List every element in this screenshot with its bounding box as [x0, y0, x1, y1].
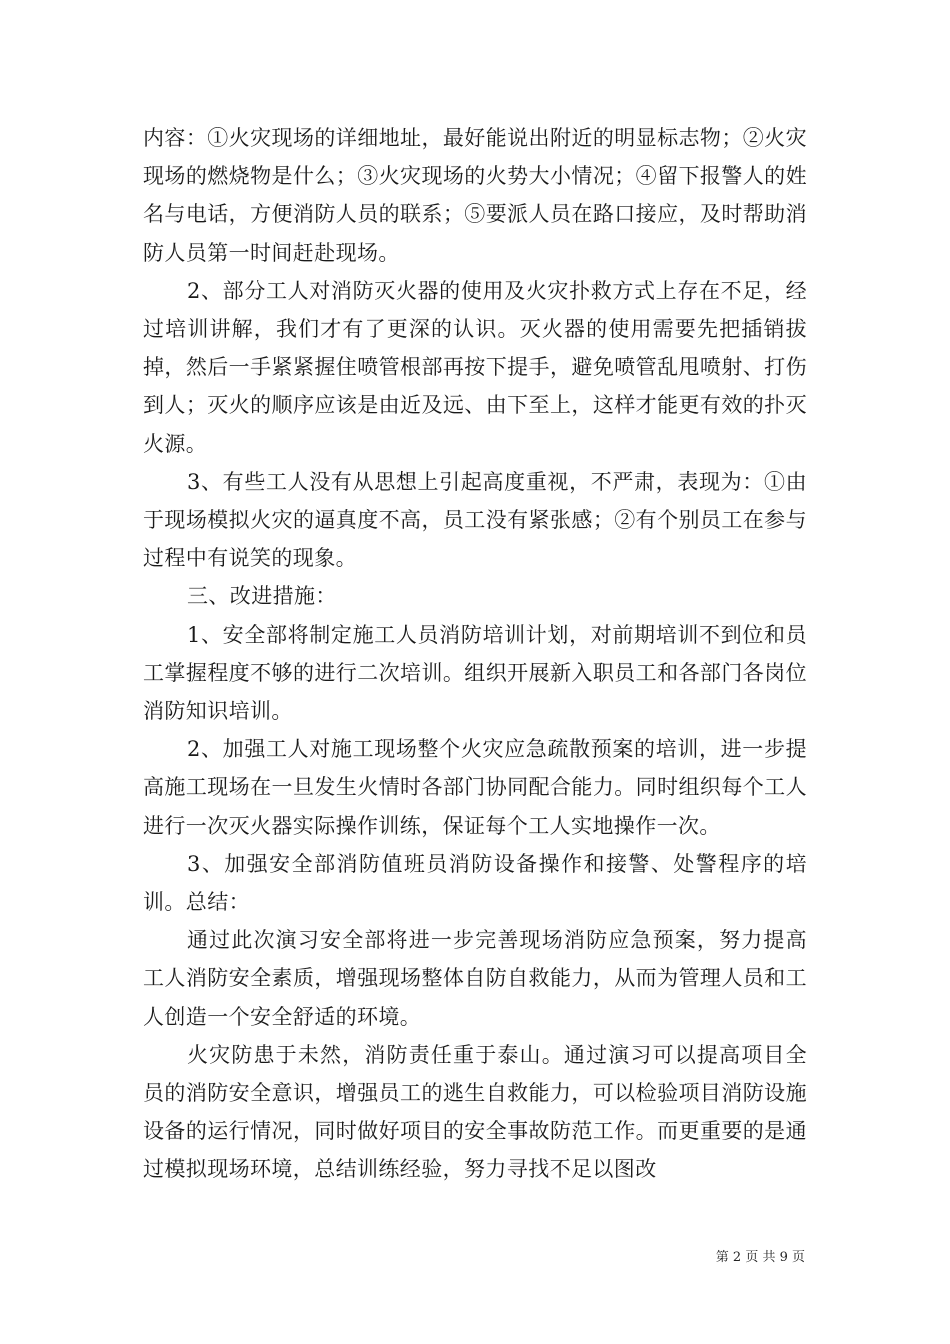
paragraph-7: 3、加强安全部消防值班员消防设备操作和接警、处警程序的培训。总结： — [143, 851, 807, 915]
paragraph-5: 1、安全部将制定施工人员消防培训计划，对前期培训不到位和员工掌握程度不够的进行二次培训。组织开展新入职员工和各部门各岗位消防知识培训。 — [143, 622, 807, 724]
paragraph-8: 通过此次演习安全部将进一步完善现场消防应急预案，努力提高工人消防安全素质，增强现场整体自防自救能力，从而为管理人员和工人创造一个安全舒适的环境。 — [143, 928, 807, 1029]
document-body — [143, 119, 807, 1189]
paragraph-9: 火灾防患于未然，消防责任重于泰山。通过演习可以提高项目全员的消防安全意识，增强员工的逃生自救能力，可以检验项目消防设施设备的运行情况，同时做好项目的安全事故防范工作。而更重要的是通过模拟现场环境，总结训练经验，努力寻找不足以图改 — [143, 1042, 807, 1182]
paragraph-6: 2、加强工人对施工现场整个火灾应急疏散预案的培训，进一步提高施工现场在一旦发生火情时各部门协同配合能力。同时组织每个工人进行一次灭火器实际操作训练，保证每个工人实地操作一次。 — [143, 737, 807, 838]
section-heading-improvements: 三、改进措施： — [187, 584, 337, 609]
paragraph-1: 内容：①火灾现场的详细地址，最好能说出附近的明显标志物；②火灾现场的燃烧物是什么；③火灾现场的火势大小情况；④留下报警人的姓名与电话，方便消防人员的联系；⑤要派人员在路口接应，及时帮助消防人员第一时间赶赴现场。 — [143, 126, 807, 265]
paragraph-2: 2、部分工人对消防灭火器的使用及火灾扑救方式上存在不足，经过培训讲解，我们才有了更深的认识。灭火器的使用需要先把插销拔掉，然后一手紧紧握住喷管根部再按下提手，避免喷管乱甩喷射、打伤到人；灭火的顺序应该是由近及远、由下至上，这样才能更有效的扑灭火源。 — [143, 278, 807, 456]
page-number-footer: 第 2 页 共 9 页 — [715, 1250, 805, 1265]
paragraph-3: 3、有些工人没有从思想上引起高度重视，不严肃，表现为：①由于现场模拟火灾的逼真度不高，员工没有紧张感；②有个别员工在参与过程中有说笑的现象。 — [143, 469, 807, 571]
